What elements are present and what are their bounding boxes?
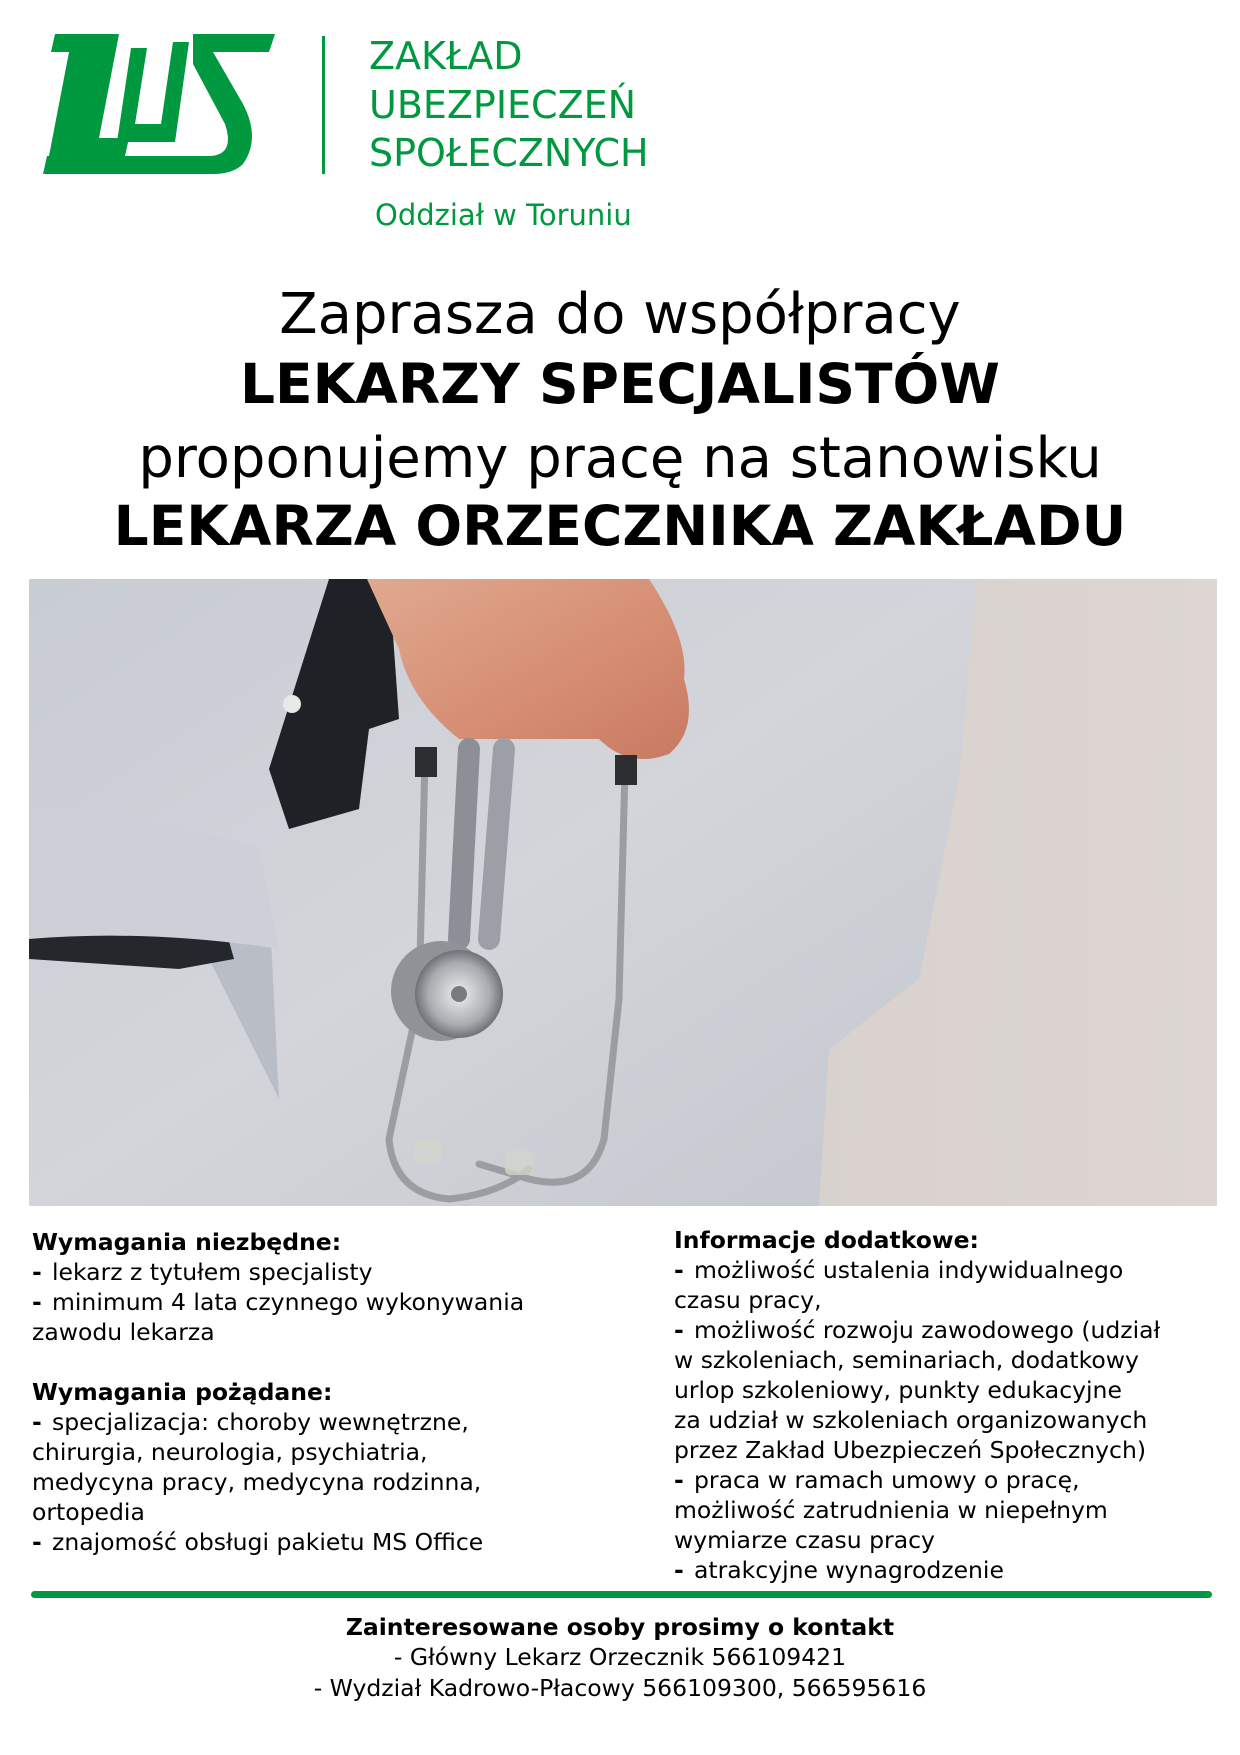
required-heading: Wymagania niezbędne: [32,1228,342,1256]
contact-hr-department: - Wydział Kadrowo-Płacowy 566109300, 566595616 [313,1674,927,1702]
info-item: - możliwość rozwoju zawodowego (udział w szkoleniach, seminariach, dodatkowy urlop szkoleniowy, punkty edukacyjne za udział w szkoleniach organizowanych przez Zakład Ubezpieczeń Społecznych) [674,1316,1161,1464]
info-item: - możliwość ustalenia indywidualnego czasu pracy, [674,1256,1124,1314]
desired-item: - znajomość obsługi pakietu MS Office [32,1528,484,1556]
logo-divider [322,36,325,174]
additional-info-heading: Informacje dodatkowe: [674,1226,979,1254]
contact-chief-doctor: - Główny Lekarz Orzecznik 566109421 [393,1643,847,1671]
headline-position: LEKARZA ORZECZNIKA ZAKŁADU [113,494,1127,558]
zus-logo [43,34,277,174]
required-item: - lekarz z tytułem specjalisty [32,1258,373,1286]
desired-item: - specjalizacja: choroby wewnętrzne, chirurgia, neurologia, psychiatria, medycyna pracy, medycyna rodzinna, ortopedia [32,1408,482,1526]
info-item: - atrakcyjne wynagrodzenie [674,1556,1004,1584]
additional-info-column [674,1225,1234,1585]
requirements-column [32,1227,632,1557]
green-divider [31,1591,1212,1598]
headline-invite: Zaprasza do współpracy [279,282,961,347]
desired-heading: Wymagania pożądane: [32,1378,333,1406]
org-name-line-3: SPOŁECZNYCH [369,131,649,175]
branch-name: Oddział w Toruniu [375,198,632,232]
doctor-stethoscope-photo [29,579,1217,1206]
contact-heading: Zainteresowane osoby prosimy o kontakt [345,1613,895,1641]
headline-position-intro: proponujemy pracę na stanowisku [138,426,1102,491]
org-name-line-1: ZAKŁAD [369,34,523,78]
org-name-line-2: UBEZPIECZEŃ [369,83,637,127]
headline-specialists: LEKARZY SPECJALISTÓW [240,352,1000,416]
required-item: - minimum 4 lata czynnego wykonywania zawodu lekarza [32,1288,525,1346]
info-item: - praca w ramach umowy o pracę, możliwość zatrudnienia w niepełnym wymiarze czasu pracy [674,1466,1108,1554]
